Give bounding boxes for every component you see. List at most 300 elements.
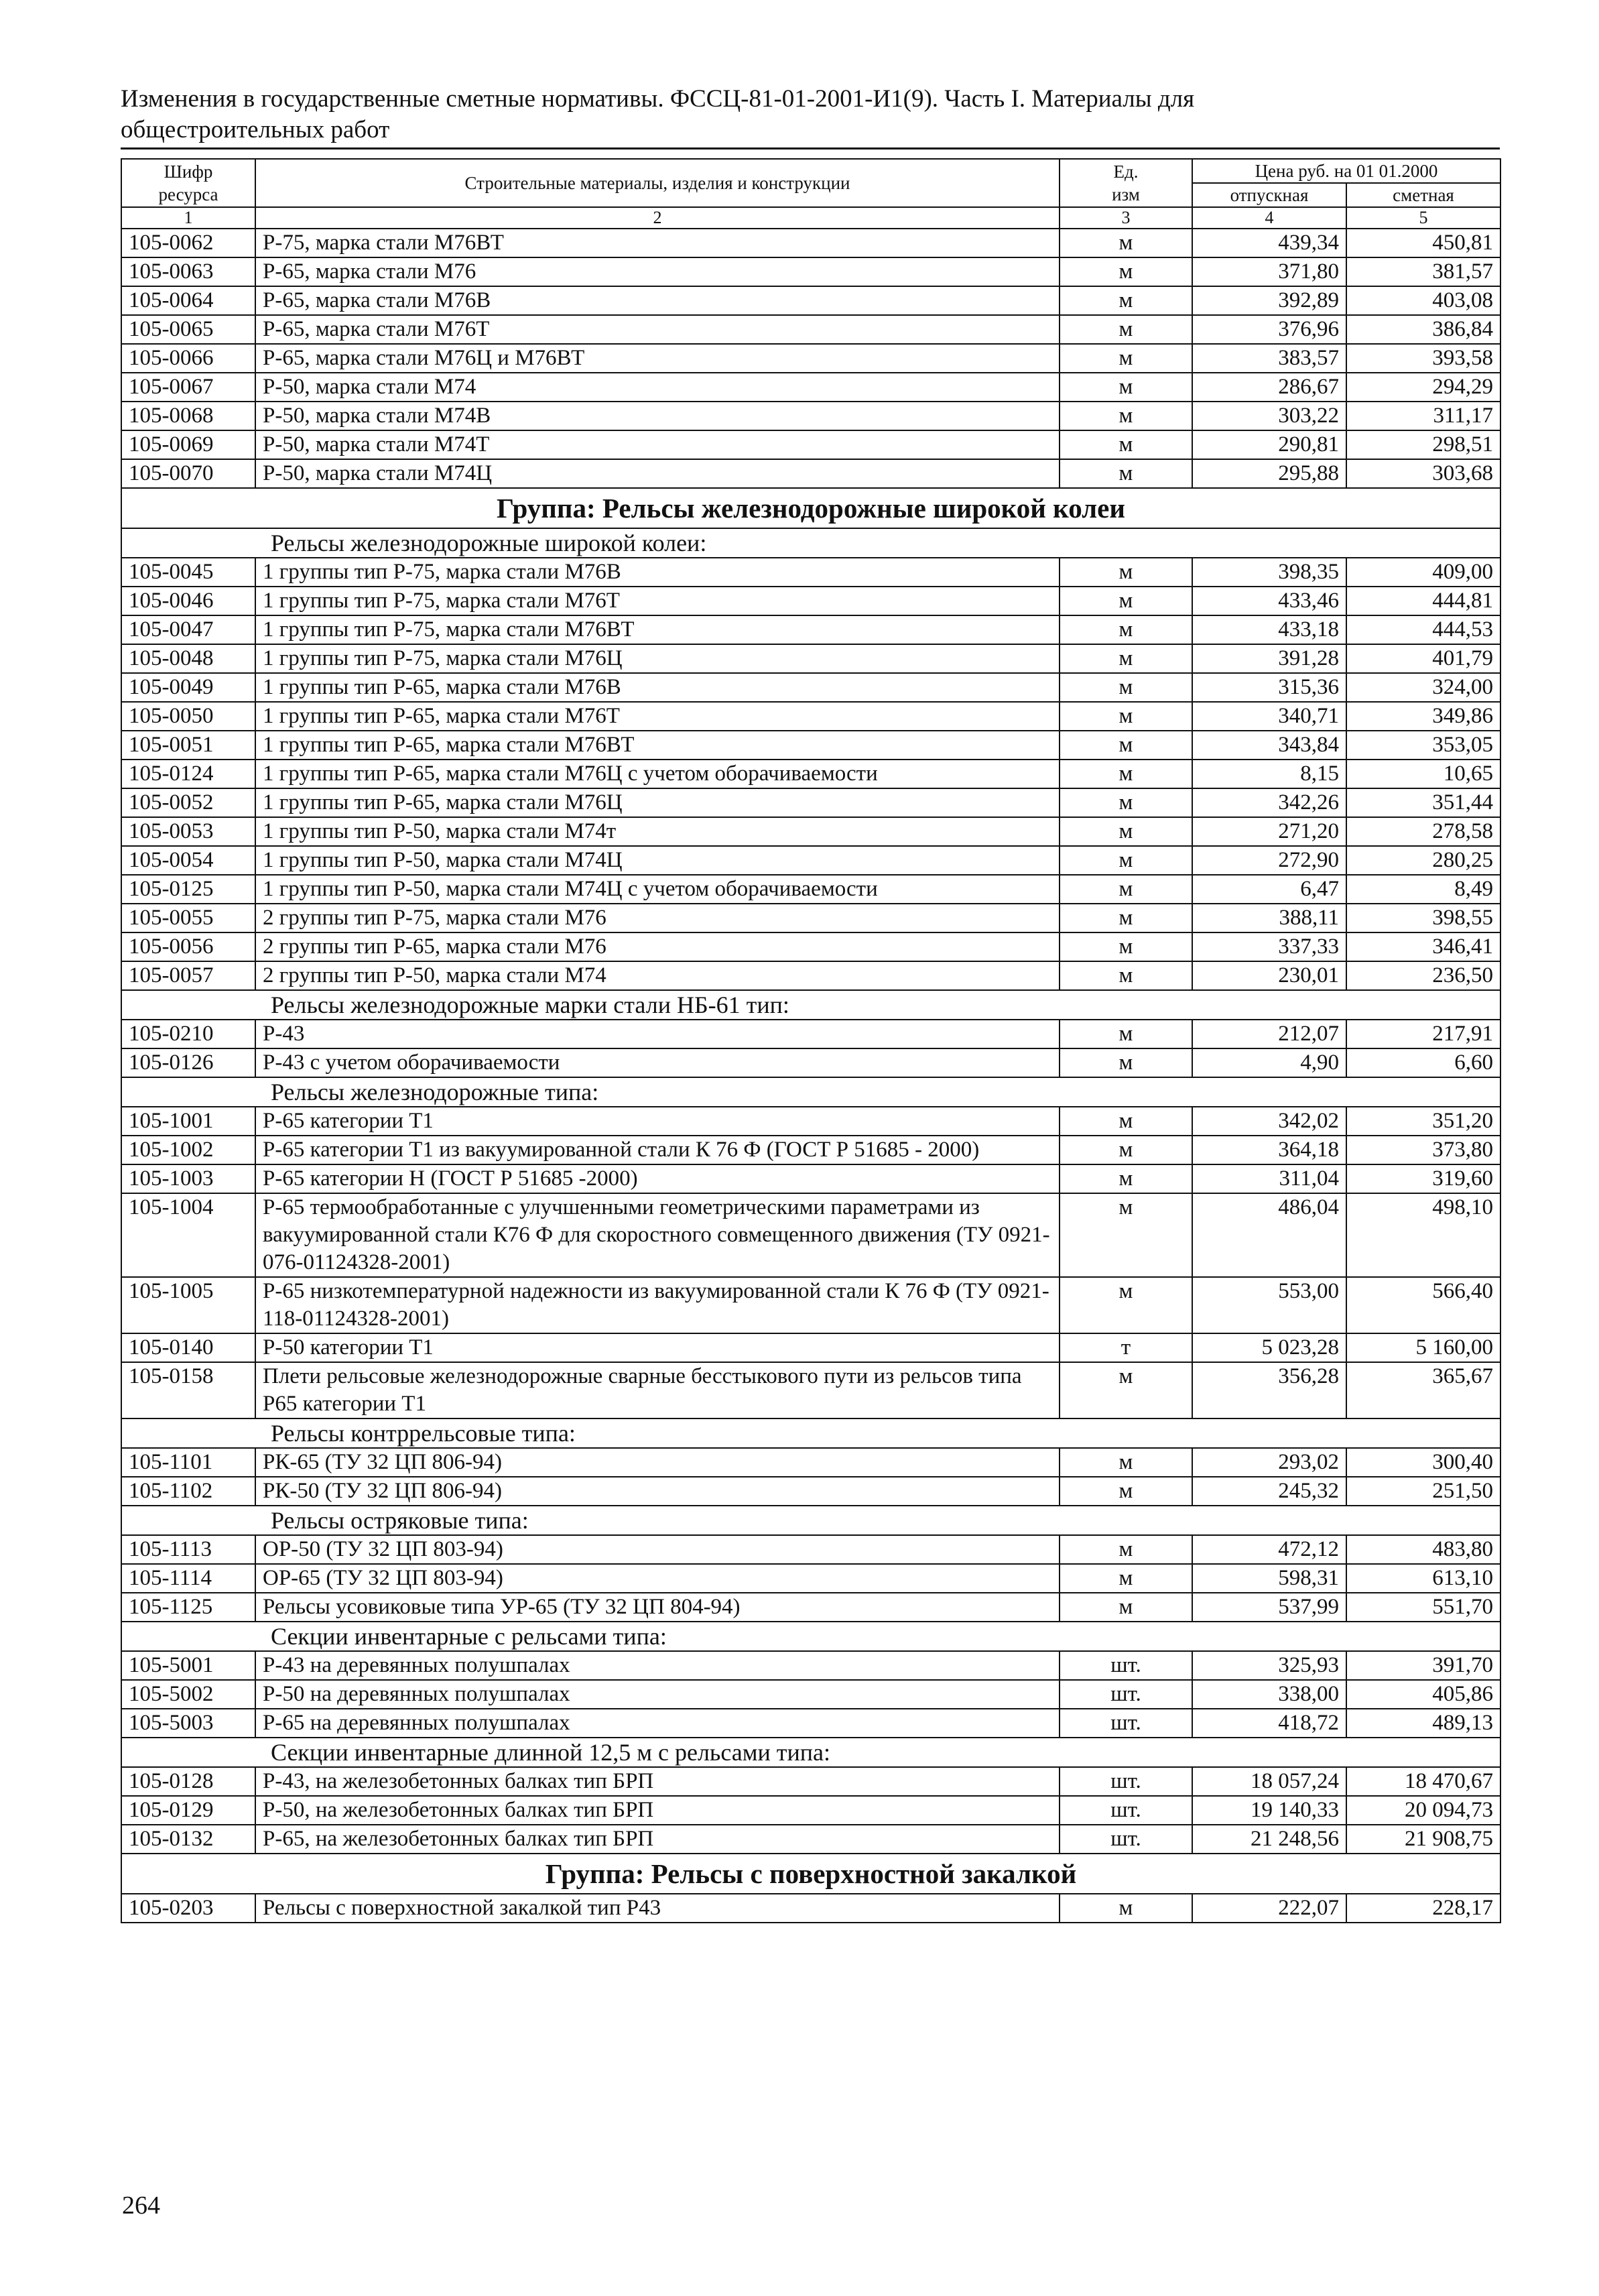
- unit-cell: м: [1060, 315, 1192, 344]
- column-number: 1: [121, 207, 255, 229]
- estimate-price-cell: 20 094,73: [1346, 1796, 1500, 1825]
- release-price-cell: 271,20: [1192, 817, 1346, 846]
- table-row: [121, 932, 1500, 961]
- table-head: [121, 159, 1500, 229]
- resource-code-cell: 105-0055: [121, 904, 255, 932]
- resource-code-cell: 105-0057: [121, 961, 255, 990]
- table-row: [121, 1362, 1500, 1418]
- release-price-cell: 392,89: [1192, 286, 1346, 315]
- release-price-cell: 391,28: [1192, 644, 1346, 673]
- table-row: [121, 1193, 1500, 1277]
- estimate-price-cell: 444,53: [1346, 615, 1500, 644]
- col-code-header-line1: Шифр: [164, 162, 213, 182]
- unit-cell: шт.: [1060, 1796, 1192, 1825]
- release-price-cell: 598,31: [1192, 1564, 1346, 1593]
- unit-cell: шт.: [1060, 1651, 1192, 1680]
- unit-cell: м: [1060, 615, 1192, 644]
- resource-code-cell: 105-0158: [121, 1362, 255, 1418]
- resource-code-cell: 105-5002: [121, 1680, 255, 1709]
- material-name-cell: Р-50, марка стали М74Ц: [255, 459, 1060, 488]
- release-price-cell: 4,90: [1192, 1048, 1346, 1077]
- column-number: 4: [1192, 207, 1346, 229]
- unit-cell: м: [1060, 430, 1192, 459]
- resource-code-cell: 105-0067: [121, 373, 255, 402]
- col-unit-header-line1: Ед.: [1113, 162, 1139, 182]
- resource-code-cell: 105-0046: [121, 587, 255, 615]
- estimate-price-cell: 324,00: [1346, 673, 1500, 702]
- release-price-cell: 286,67: [1192, 373, 1346, 402]
- material-name-cell: Р-65, марка стали М76В: [255, 286, 1060, 315]
- unit-cell: шт.: [1060, 1709, 1192, 1738]
- material-name-cell: Р-43 с учетом оборачиваемости: [255, 1048, 1060, 1077]
- estimate-price-cell: 303,68: [1346, 459, 1500, 488]
- price-table: [121, 158, 1501, 1923]
- release-price-cell: 340,71: [1192, 702, 1346, 731]
- table-row: [121, 1333, 1500, 1362]
- unit-cell: м: [1060, 644, 1192, 673]
- estimate-price-cell: 483,80: [1346, 1535, 1500, 1564]
- unit-cell: м: [1060, 875, 1192, 904]
- subgroup-heading-row: [121, 1622, 1500, 1651]
- estimate-price-cell: 551,70: [1346, 1593, 1500, 1622]
- resource-code-cell: 105-0126: [121, 1048, 255, 1077]
- resource-code-cell: 105-5001: [121, 1651, 255, 1680]
- col-name-header: Строительные материалы, изделия и конструкции: [255, 159, 1060, 207]
- resource-code-cell: 105-0128: [121, 1767, 255, 1796]
- table-row: [121, 1709, 1500, 1738]
- table-body: [121, 229, 1500, 1923]
- material-name-cell: Р-65, марка стали М76: [255, 257, 1060, 286]
- unit-cell: м: [1060, 1193, 1192, 1277]
- estimate-price-cell: 386,84: [1346, 315, 1500, 344]
- estimate-price-cell: 498,10: [1346, 1193, 1500, 1277]
- group-heading-row: [121, 1854, 1500, 1894]
- release-price-cell: 383,57: [1192, 344, 1346, 373]
- material-name-cell: РК-50 (ТУ 32 ЦП 806-94): [255, 1477, 1060, 1506]
- release-price-cell: 388,11: [1192, 904, 1346, 932]
- table-row: [121, 1825, 1500, 1854]
- resource-code-cell: 105-0210: [121, 1020, 255, 1048]
- subgroup-heading-row: [121, 1077, 1500, 1107]
- resource-code-cell: 105-1101: [121, 1448, 255, 1477]
- release-price-cell: 212,07: [1192, 1020, 1346, 1048]
- table-row: [121, 1680, 1500, 1709]
- subgroup-title: Рельсы железнодорожные марки стали НБ-61 тип:: [121, 990, 1500, 1020]
- resource-code-cell: 105-0132: [121, 1825, 255, 1854]
- subgroup-heading-row: [121, 990, 1500, 1020]
- page-number: 264: [122, 2191, 160, 2220]
- unit-cell: м: [1060, 788, 1192, 817]
- material-name-cell: Р-65 категории Н (ГОСТ Р 51685 -2000): [255, 1164, 1060, 1193]
- resource-code-cell: 105-0070: [121, 459, 255, 488]
- table-row: [121, 402, 1500, 430]
- table-row: [121, 1535, 1500, 1564]
- material-name-cell: 1 группы тип Р-75, марка стали М76В: [255, 558, 1060, 587]
- table-row: [121, 1277, 1500, 1333]
- group-title: Группа: Рельсы железнодорожные широкой колеи: [121, 488, 1500, 528]
- estimate-price-cell: 391,70: [1346, 1651, 1500, 1680]
- estimate-price-cell: 489,13: [1346, 1709, 1500, 1738]
- resource-code-cell: 105-0125: [121, 875, 255, 904]
- unit-cell: м: [1060, 1048, 1192, 1077]
- resource-code-cell: 105-0049: [121, 673, 255, 702]
- release-price-cell: 303,22: [1192, 402, 1346, 430]
- release-price-cell: 8,15: [1192, 760, 1346, 788]
- unit-cell: м: [1060, 1277, 1192, 1333]
- subgroup-title: Рельсы железнодорожные широкой колеи:: [121, 528, 1500, 558]
- release-price-cell: 6,47: [1192, 875, 1346, 904]
- release-price-cell: 290,81: [1192, 430, 1346, 459]
- material-name-cell: Рельсы усовиковые типа УР-65 (ТУ 32 ЦП 804-94): [255, 1593, 1060, 1622]
- resource-code-cell: 105-0066: [121, 344, 255, 373]
- unit-cell: м: [1060, 1535, 1192, 1564]
- table-row: [121, 760, 1500, 788]
- material-name-cell: 1 группы тип Р-65, марка стали М76В: [255, 673, 1060, 702]
- table-row: [121, 1477, 1500, 1506]
- unit-cell: м: [1060, 1477, 1192, 1506]
- material-name-cell: 1 группы тип Р-75, марка стали М76Ц: [255, 644, 1060, 673]
- resource-code-cell: 105-1001: [121, 1107, 255, 1136]
- estimate-price-cell: 21 908,75: [1346, 1825, 1500, 1854]
- resource-code-cell: 105-1102: [121, 1477, 255, 1506]
- resource-code-cell: 105-0129: [121, 1796, 255, 1825]
- material-name-cell: Р-50, марка стали М74: [255, 373, 1060, 402]
- material-name-cell: 1 группы тип Р-75, марка стали М76ВТ: [255, 615, 1060, 644]
- unit-cell: м: [1060, 229, 1192, 257]
- release-price-cell: 433,46: [1192, 587, 1346, 615]
- table-row: [121, 702, 1500, 731]
- resource-code-cell: 105-0063: [121, 257, 255, 286]
- estimate-price-cell: 228,17: [1346, 1894, 1500, 1923]
- table-row: [121, 817, 1500, 846]
- estimate-price-cell: 444,81: [1346, 587, 1500, 615]
- subgroup-title: Рельсы железнодорожные типа:: [121, 1077, 1500, 1107]
- estimate-price-cell: 409,00: [1346, 558, 1500, 587]
- release-price-cell: 5 023,28: [1192, 1333, 1346, 1362]
- resource-code-cell: 105-0069: [121, 430, 255, 459]
- resource-code-cell: 105-0047: [121, 615, 255, 644]
- subgroup-heading-row: [121, 528, 1500, 558]
- estimate-price-cell: 18 470,67: [1346, 1767, 1500, 1796]
- table-row: [121, 1894, 1500, 1923]
- resource-code-cell: 105-5003: [121, 1709, 255, 1738]
- release-price-cell: 293,02: [1192, 1448, 1346, 1477]
- material-name-cell: ОР-65 (ТУ 32 ЦП 803-94): [255, 1564, 1060, 1593]
- estimate-price-cell: 300,40: [1346, 1448, 1500, 1477]
- table-row: [121, 615, 1500, 644]
- release-price-cell: 272,90: [1192, 846, 1346, 875]
- resource-code-cell: 105-0050: [121, 702, 255, 731]
- header-line-2: общестроительных работ: [121, 116, 390, 143]
- subgroup-title: Рельсы контррельсовые типа:: [121, 1418, 1500, 1448]
- table-row: [121, 875, 1500, 904]
- estimate-price-cell: 365,67: [1346, 1362, 1500, 1418]
- release-price-cell: 245,32: [1192, 1477, 1346, 1506]
- table-row: [121, 430, 1500, 459]
- table-row: [121, 344, 1500, 373]
- release-price-cell: 371,80: [1192, 257, 1346, 286]
- estimate-price-cell: 294,29: [1346, 373, 1500, 402]
- material-name-cell: Р-65, марка стали М76Т: [255, 315, 1060, 344]
- table-row: [121, 1136, 1500, 1164]
- col-estimate-header: сметная: [1346, 183, 1500, 207]
- release-price-cell: 486,04: [1192, 1193, 1346, 1277]
- release-price-cell: 342,02: [1192, 1107, 1346, 1136]
- unit-cell: м: [1060, 1564, 1192, 1593]
- group-title: Группа: Рельсы с поверхностной закалкой: [121, 1854, 1500, 1894]
- estimate-price-cell: 278,58: [1346, 817, 1500, 846]
- estimate-price-cell: 311,17: [1346, 402, 1500, 430]
- unit-cell: м: [1060, 1164, 1192, 1193]
- unit-cell: т: [1060, 1333, 1192, 1362]
- resource-code-cell: 105-0064: [121, 286, 255, 315]
- release-price-cell: 315,36: [1192, 673, 1346, 702]
- resource-code-cell: 105-0045: [121, 558, 255, 587]
- column-number: 3: [1060, 207, 1192, 229]
- unit-cell: шт.: [1060, 1680, 1192, 1709]
- resource-code-cell: 105-1114: [121, 1564, 255, 1593]
- unit-cell: м: [1060, 932, 1192, 961]
- material-name-cell: Р-65 термообработанные с улучшенными геометрическими параметрами из вакуумированной стали К76 Ф для скоростного совмещенного движения (ТУ 0921-076-01124328-2001): [255, 1193, 1060, 1277]
- subgroup-heading-row: [121, 1738, 1500, 1767]
- table-row: [121, 373, 1500, 402]
- estimate-price-cell: 351,20: [1346, 1107, 1500, 1136]
- estimate-price-cell: 10,65: [1346, 760, 1500, 788]
- unit-cell: м: [1060, 961, 1192, 990]
- unit-cell: м: [1060, 673, 1192, 702]
- material-name-cell: 1 группы тип Р-75, марка стали М76Т: [255, 587, 1060, 615]
- estimate-price-cell: 280,25: [1346, 846, 1500, 875]
- column-number: 2: [255, 207, 1060, 229]
- unit-cell: м: [1060, 1448, 1192, 1477]
- release-price-cell: 325,93: [1192, 1651, 1346, 1680]
- table-row: [121, 1767, 1500, 1796]
- unit-cell: м: [1060, 1593, 1192, 1622]
- unit-cell: м: [1060, 1107, 1192, 1136]
- release-price-cell: 418,72: [1192, 1709, 1346, 1738]
- release-price-cell: 19 140,33: [1192, 1796, 1346, 1825]
- material-name-cell: 1 группы тип Р-50, марка стали М74Ц: [255, 846, 1060, 875]
- material-name-cell: Р-65 на деревянных полушпалах: [255, 1709, 1060, 1738]
- resource-code-cell: 105-0124: [121, 760, 255, 788]
- col-code-header: [121, 159, 255, 207]
- release-price-cell: 439,34: [1192, 229, 1346, 257]
- release-price-cell: 230,01: [1192, 961, 1346, 990]
- resource-code-cell: 105-0054: [121, 846, 255, 875]
- material-name-cell: Р-43 на деревянных полушпалах: [255, 1651, 1060, 1680]
- release-price-cell: 537,99: [1192, 1593, 1346, 1622]
- release-price-cell: 472,12: [1192, 1535, 1346, 1564]
- release-price-cell: 553,00: [1192, 1277, 1346, 1333]
- resource-code-cell: 105-1113: [121, 1535, 255, 1564]
- subgroup-heading-row: [121, 1506, 1500, 1535]
- table-row: [121, 257, 1500, 286]
- release-price-cell: 222,07: [1192, 1894, 1346, 1923]
- table-row: [121, 1107, 1500, 1136]
- unit-cell: м: [1060, 702, 1192, 731]
- table-row: [121, 1593, 1500, 1622]
- unit-cell: м: [1060, 344, 1192, 373]
- estimate-price-cell: 351,44: [1346, 788, 1500, 817]
- estimate-price-cell: 393,58: [1346, 344, 1500, 373]
- unit-cell: м: [1060, 1136, 1192, 1164]
- page-header: [121, 84, 1434, 145]
- unit-cell: м: [1060, 257, 1192, 286]
- unit-cell: м: [1060, 459, 1192, 488]
- material-name-cell: Р-43: [255, 1020, 1060, 1048]
- material-name-cell: Р-50 на деревянных полушпалах: [255, 1680, 1060, 1709]
- subgroup-title: Секции инвентарные с рельсами типа:: [121, 1622, 1500, 1651]
- estimate-price-cell: 5 160,00: [1346, 1333, 1500, 1362]
- material-name-cell: 1 группы тип Р-65, марка стали М76Ц: [255, 788, 1060, 817]
- estimate-price-cell: 8,49: [1346, 875, 1500, 904]
- estimate-price-cell: 373,80: [1346, 1136, 1500, 1164]
- release-price-cell: 338,00: [1192, 1680, 1346, 1709]
- unit-cell: м: [1060, 1362, 1192, 1418]
- material-name-cell: 2 группы тип Р-65, марка стали М76: [255, 932, 1060, 961]
- header-rule: [121, 147, 1500, 149]
- subgroup-title: Рельсы остряковые типа:: [121, 1506, 1500, 1535]
- material-name-cell: Р-65 категории Т1 из вакуумированной стали К 76 Ф (ГОСТ Р 51685 - 2000): [255, 1136, 1060, 1164]
- table-row: [121, 558, 1500, 587]
- table-row: [121, 1048, 1500, 1077]
- table-row: [121, 587, 1500, 615]
- unit-cell: м: [1060, 731, 1192, 760]
- table-row: [121, 904, 1500, 932]
- unit-cell: м: [1060, 904, 1192, 932]
- release-price-cell: 433,18: [1192, 615, 1346, 644]
- col-unit-header: [1060, 159, 1192, 207]
- material-name-cell: Р-43, на железобетонных балках тип БРП: [255, 1767, 1060, 1796]
- unit-cell: м: [1060, 286, 1192, 315]
- resource-code-cell: 105-0068: [121, 402, 255, 430]
- release-price-cell: 18 057,24: [1192, 1767, 1346, 1796]
- table-row: [121, 459, 1500, 488]
- release-price-cell: 398,35: [1192, 558, 1346, 587]
- estimate-price-cell: 403,08: [1346, 286, 1500, 315]
- material-name-cell: 1 группы тип Р-50, марка стали М74Ц с учетом оборачиваемости: [255, 875, 1060, 904]
- estimate-price-cell: 566,40: [1346, 1277, 1500, 1333]
- release-price-cell: 311,04: [1192, 1164, 1346, 1193]
- estimate-price-cell: 236,50: [1346, 961, 1500, 990]
- material-name-cell: Р-50, марка стали М74Т: [255, 430, 1060, 459]
- release-price-cell: 376,96: [1192, 315, 1346, 344]
- estimate-price-cell: 346,41: [1346, 932, 1500, 961]
- column-number-row: [121, 207, 1500, 229]
- release-price-cell: 295,88: [1192, 459, 1346, 488]
- subgroup-heading-row: [121, 1418, 1500, 1448]
- material-name-cell: Р-50 категории Т1: [255, 1333, 1060, 1362]
- estimate-price-cell: 353,05: [1346, 731, 1500, 760]
- material-name-cell: Рельсы с поверхностной закалкой тип Р43: [255, 1894, 1060, 1923]
- material-name-cell: РК-65 (ТУ 32 ЦП 806-94): [255, 1448, 1060, 1477]
- material-name-cell: 1 группы тип Р-65, марка стали М76ВТ: [255, 731, 1060, 760]
- table-row: [121, 1651, 1500, 1680]
- resource-code-cell: 105-0065: [121, 315, 255, 344]
- unit-cell: м: [1060, 558, 1192, 587]
- release-price-cell: 342,26: [1192, 788, 1346, 817]
- material-name-cell: Р-65, на железобетонных балках тип БРП: [255, 1825, 1060, 1854]
- table-row: [121, 1020, 1500, 1048]
- material-name-cell: Р-65 категории Т1: [255, 1107, 1060, 1136]
- table-row: [121, 673, 1500, 702]
- resource-code-cell: 105-0056: [121, 932, 255, 961]
- col-code-header-line2: ресурса: [158, 184, 218, 204]
- resource-code-cell: 105-0051: [121, 731, 255, 760]
- resource-code-cell: 105-1005: [121, 1277, 255, 1333]
- table-row: [121, 1448, 1500, 1477]
- material-name-cell: 2 группы тип Р-50, марка стали М74: [255, 961, 1060, 990]
- table-row: [121, 731, 1500, 760]
- estimate-price-cell: 381,57: [1346, 257, 1500, 286]
- material-name-cell: Плети рельсовые железнодорожные сварные бесстыкового пути из рельсов типа Р65 категории Т1: [255, 1362, 1060, 1418]
- unit-cell: м: [1060, 373, 1192, 402]
- estimate-price-cell: 405,86: [1346, 1680, 1500, 1709]
- resource-code-cell: 105-0053: [121, 817, 255, 846]
- release-price-cell: 21 248,56: [1192, 1825, 1346, 1854]
- col-release-header: отпускная: [1192, 183, 1346, 207]
- table-row: [121, 1796, 1500, 1825]
- table-row: [121, 315, 1500, 344]
- estimate-price-cell: 450,81: [1346, 229, 1500, 257]
- subgroup-title: Секции инвентарные длинной 12,5 м с рельсами типа:: [121, 1738, 1500, 1767]
- material-name-cell: Р-65, марка стали М76Ц и М76ВТ: [255, 344, 1060, 373]
- table-row: [121, 644, 1500, 673]
- unit-cell: м: [1060, 817, 1192, 846]
- resource-code-cell: 105-1003: [121, 1164, 255, 1193]
- unit-cell: м: [1060, 846, 1192, 875]
- unit-cell: м: [1060, 587, 1192, 615]
- material-name-cell: Р-65 низкотемпературной надежности из вакуумированной стали К 76 Ф (ТУ 0921-118-01124328-2001): [255, 1277, 1060, 1333]
- unit-cell: шт.: [1060, 1825, 1192, 1854]
- table-row: [121, 229, 1500, 257]
- estimate-price-cell: 6,60: [1346, 1048, 1500, 1077]
- resource-code-cell: 105-0140: [121, 1333, 255, 1362]
- estimate-price-cell: 398,55: [1346, 904, 1500, 932]
- unit-cell: м: [1060, 402, 1192, 430]
- resource-code-cell: 105-0052: [121, 788, 255, 817]
- column-number: 5: [1346, 207, 1500, 229]
- release-price-cell: 356,28: [1192, 1362, 1346, 1418]
- resource-code-cell: 105-0062: [121, 229, 255, 257]
- unit-cell: м: [1060, 1020, 1192, 1048]
- table-row: [121, 788, 1500, 817]
- material-name-cell: 1 группы тип Р-50, марка стали М74т: [255, 817, 1060, 846]
- release-price-cell: 364,18: [1192, 1136, 1346, 1164]
- group-heading-row: [121, 488, 1500, 528]
- table-row: [121, 286, 1500, 315]
- unit-cell: м: [1060, 760, 1192, 788]
- material-name-cell: 1 группы тип Р-65, марка стали М76Ц с учетом оборачиваемости: [255, 760, 1060, 788]
- estimate-price-cell: 298,51: [1346, 430, 1500, 459]
- resource-code-cell: 105-1125: [121, 1593, 255, 1622]
- table-row: [121, 1564, 1500, 1593]
- estimate-price-cell: 319,60: [1346, 1164, 1500, 1193]
- estimate-price-cell: 349,86: [1346, 702, 1500, 731]
- col-price-header: Цена руб. на 01 01.2000: [1192, 159, 1500, 183]
- material-name-cell: 1 группы тип Р-65, марка стали М76Т: [255, 702, 1060, 731]
- resource-code-cell: 105-1002: [121, 1136, 255, 1164]
- unit-cell: шт.: [1060, 1767, 1192, 1796]
- header-line-1: Изменения в государственные сметные нормативы. ФССЦ-81-01-2001-И1(9). Часть I. Материалы для: [121, 85, 1195, 113]
- material-name-cell: 2 группы тип Р-75, марка стали М76: [255, 904, 1060, 932]
- estimate-price-cell: 217,91: [1346, 1020, 1500, 1048]
- release-price-cell: 343,84: [1192, 731, 1346, 760]
- table-row: [121, 961, 1500, 990]
- table-row: [121, 846, 1500, 875]
- resource-code-cell: 105-0203: [121, 1894, 255, 1923]
- material-name-cell: Р-50, марка стали М74В: [255, 402, 1060, 430]
